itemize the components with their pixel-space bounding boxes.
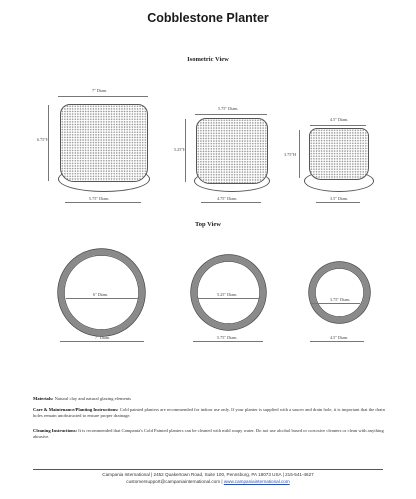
medium-inner-dim-line xyxy=(197,298,259,299)
small-inner-diam-label: 3.75" Diam. xyxy=(330,297,351,302)
medium-outer-diam-label: 5.75" Diam. xyxy=(217,335,238,340)
cleaning-note xyxy=(33,428,386,440)
small-top-ring xyxy=(309,262,370,323)
medium-outer-dim-line xyxy=(193,341,263,342)
large-inner-dim-line xyxy=(66,298,138,299)
large-outer-diam-label: 7" Diam. xyxy=(95,335,111,340)
large-height-label: 6.75"H xyxy=(37,137,50,142)
medium-top-dim-line xyxy=(195,114,267,115)
footer-separator: | xyxy=(220,479,224,484)
medium-saucer-dim-line xyxy=(201,202,261,203)
small-height-dim-line xyxy=(299,130,300,178)
page-title: Cobblestone Planter xyxy=(147,11,269,25)
small-pot-body xyxy=(309,128,369,180)
small-top-dim-line xyxy=(310,125,366,126)
large-outer-dim-line xyxy=(60,341,144,342)
small-outer-dim-line xyxy=(310,341,364,342)
medium-height-dim-line xyxy=(185,119,186,182)
small-inner-dim-line xyxy=(310,303,360,304)
large-saucer-dim-line xyxy=(65,202,141,203)
materials-label: Materials: xyxy=(33,396,54,401)
care-label: Care & Maintenance/Planting Instructions: xyxy=(33,407,119,412)
medium-pot-body xyxy=(196,118,268,184)
medium-inner-diam-label: 5.25" Diam. xyxy=(217,292,238,297)
footer-contact xyxy=(0,479,416,484)
materials-text: Natural clay and natural glazing elements xyxy=(53,396,131,401)
large-height-dim-line xyxy=(48,105,49,181)
cleaning-text: It is recommended that Campania's Cold Painted planters can be cleaned with mild soapy water. Do not use alcohol based or corrosive cleaners or clean with anything abrasive. xyxy=(33,428,384,440)
top-view-heading: Top View xyxy=(195,221,221,228)
small-top-diam-label: 4.5" Diam. xyxy=(330,117,349,122)
small-saucer-dim-line xyxy=(316,202,360,203)
small-saucer-diam-label: 3.5" Diam. xyxy=(330,196,349,201)
large-inner-diam-label: 6" Diam. xyxy=(93,292,109,297)
footer-website-link[interactable]: www.campaniainternational.com xyxy=(223,479,290,484)
medium-top-diam-label: 5.75" Diam. xyxy=(218,106,239,111)
care-text: Cold painted planters are recommended for indoor use only. If your planter is supplied with a saucer and drain hole, it is important that the drain holes remain unobstructed to ensure proper drainage. xyxy=(33,407,385,419)
large-top-diam-label: 7" Diam. xyxy=(92,88,108,93)
footer-email[interactable]: customersupport@campaniainternational.com xyxy=(126,479,221,484)
large-pot-body xyxy=(60,104,148,182)
large-saucer-diam-label: 5.75" Diam. xyxy=(89,196,110,201)
cleaning-label: Cleaning Instructions: xyxy=(33,428,78,433)
footer-divider xyxy=(33,469,383,470)
small-outer-diam-label: 4.5" Diam. xyxy=(330,335,349,340)
care-note xyxy=(33,407,386,419)
small-height-label: 3.75"H xyxy=(284,152,297,157)
medium-height-label: 5.25"H xyxy=(174,147,187,152)
medium-saucer-diam-label: 4.75" Diam. xyxy=(217,196,238,201)
large-top-dim-line xyxy=(58,96,148,97)
materials-note xyxy=(33,396,386,402)
isometric-view-heading: Isometric View xyxy=(187,56,229,63)
footer-address: Campania International | 2452 Quakertown Road, Suite 100, Pennsburg, PA 18073 USA | 215-541-4627 xyxy=(102,472,314,477)
